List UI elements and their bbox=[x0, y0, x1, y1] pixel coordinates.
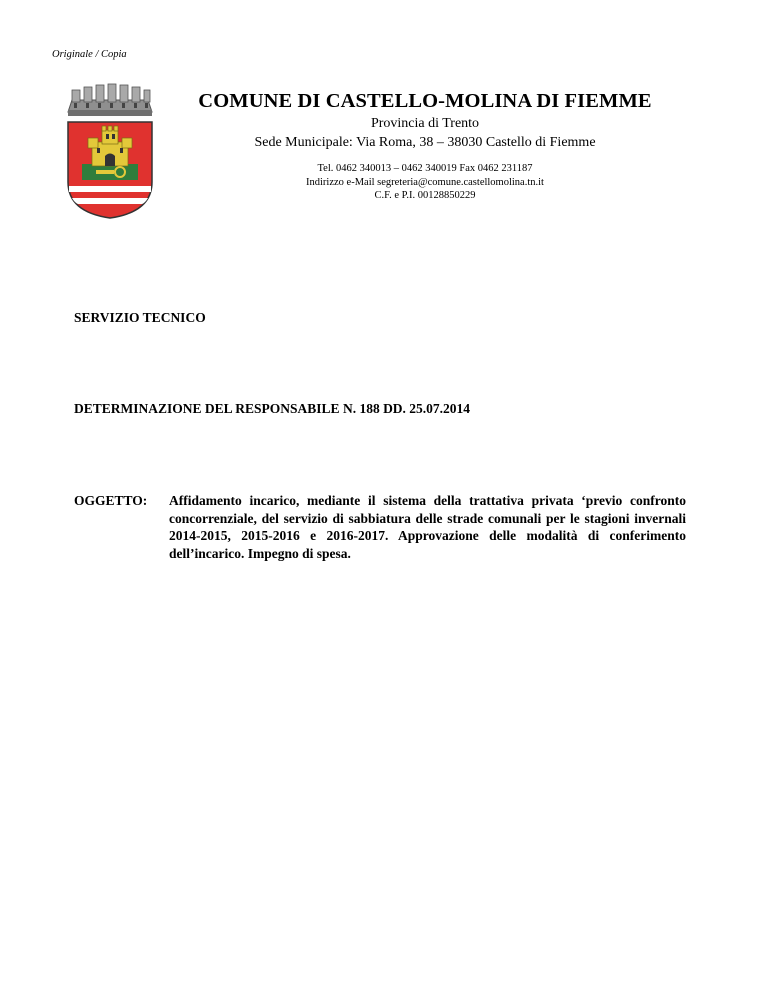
email-line: Indirizzo e-Mail segreteria@comune.castellomolina.tn.it bbox=[306, 176, 544, 188]
province-line: Provincia di Trento bbox=[370, 116, 480, 131]
shield-icon bbox=[68, 122, 152, 218]
subject-block bbox=[74, 492, 686, 562]
seat-address: Sede Municipale: Via Roma, 38 – 38030 Castello di Fiemme bbox=[254, 135, 596, 150]
contact-block bbox=[165, 162, 685, 203]
coat-of-arms-icon bbox=[62, 82, 158, 220]
phone-line: Tel. 0462 340013 – 0462 340019 Fax 0462 231187 bbox=[317, 163, 533, 174]
tax-id-line: C.F. e P.I. 00128850229 bbox=[374, 190, 476, 201]
subject-label: OGGETTO: bbox=[74, 493, 148, 508]
municipality-title: COMUNE DI CASTELLO-MOLINA DI FIEMME bbox=[198, 90, 652, 112]
subject-text: Affidamento incarico, mediante il sistema della trattativa privata ‘previo confronto concorrenziale, del servizio di sabbiatura delle strade comunali per le stagioni invernali 2014-2015, 2015-2016 e 2016-2017. Approvazione delle modalità di conferimento dell’incarico. Impegno di spesa. bbox=[169, 493, 686, 561]
letterhead bbox=[165, 88, 685, 203]
service-heading: SERVIZIO TECNICO bbox=[74, 310, 206, 325]
crown-icon bbox=[68, 84, 152, 116]
copy-mark: Originale / Copia bbox=[52, 49, 127, 60]
determination-heading: DETERMINAZIONE DEL RESPONSABILE N. 188 DD. 25.07.2014 bbox=[74, 401, 471, 416]
